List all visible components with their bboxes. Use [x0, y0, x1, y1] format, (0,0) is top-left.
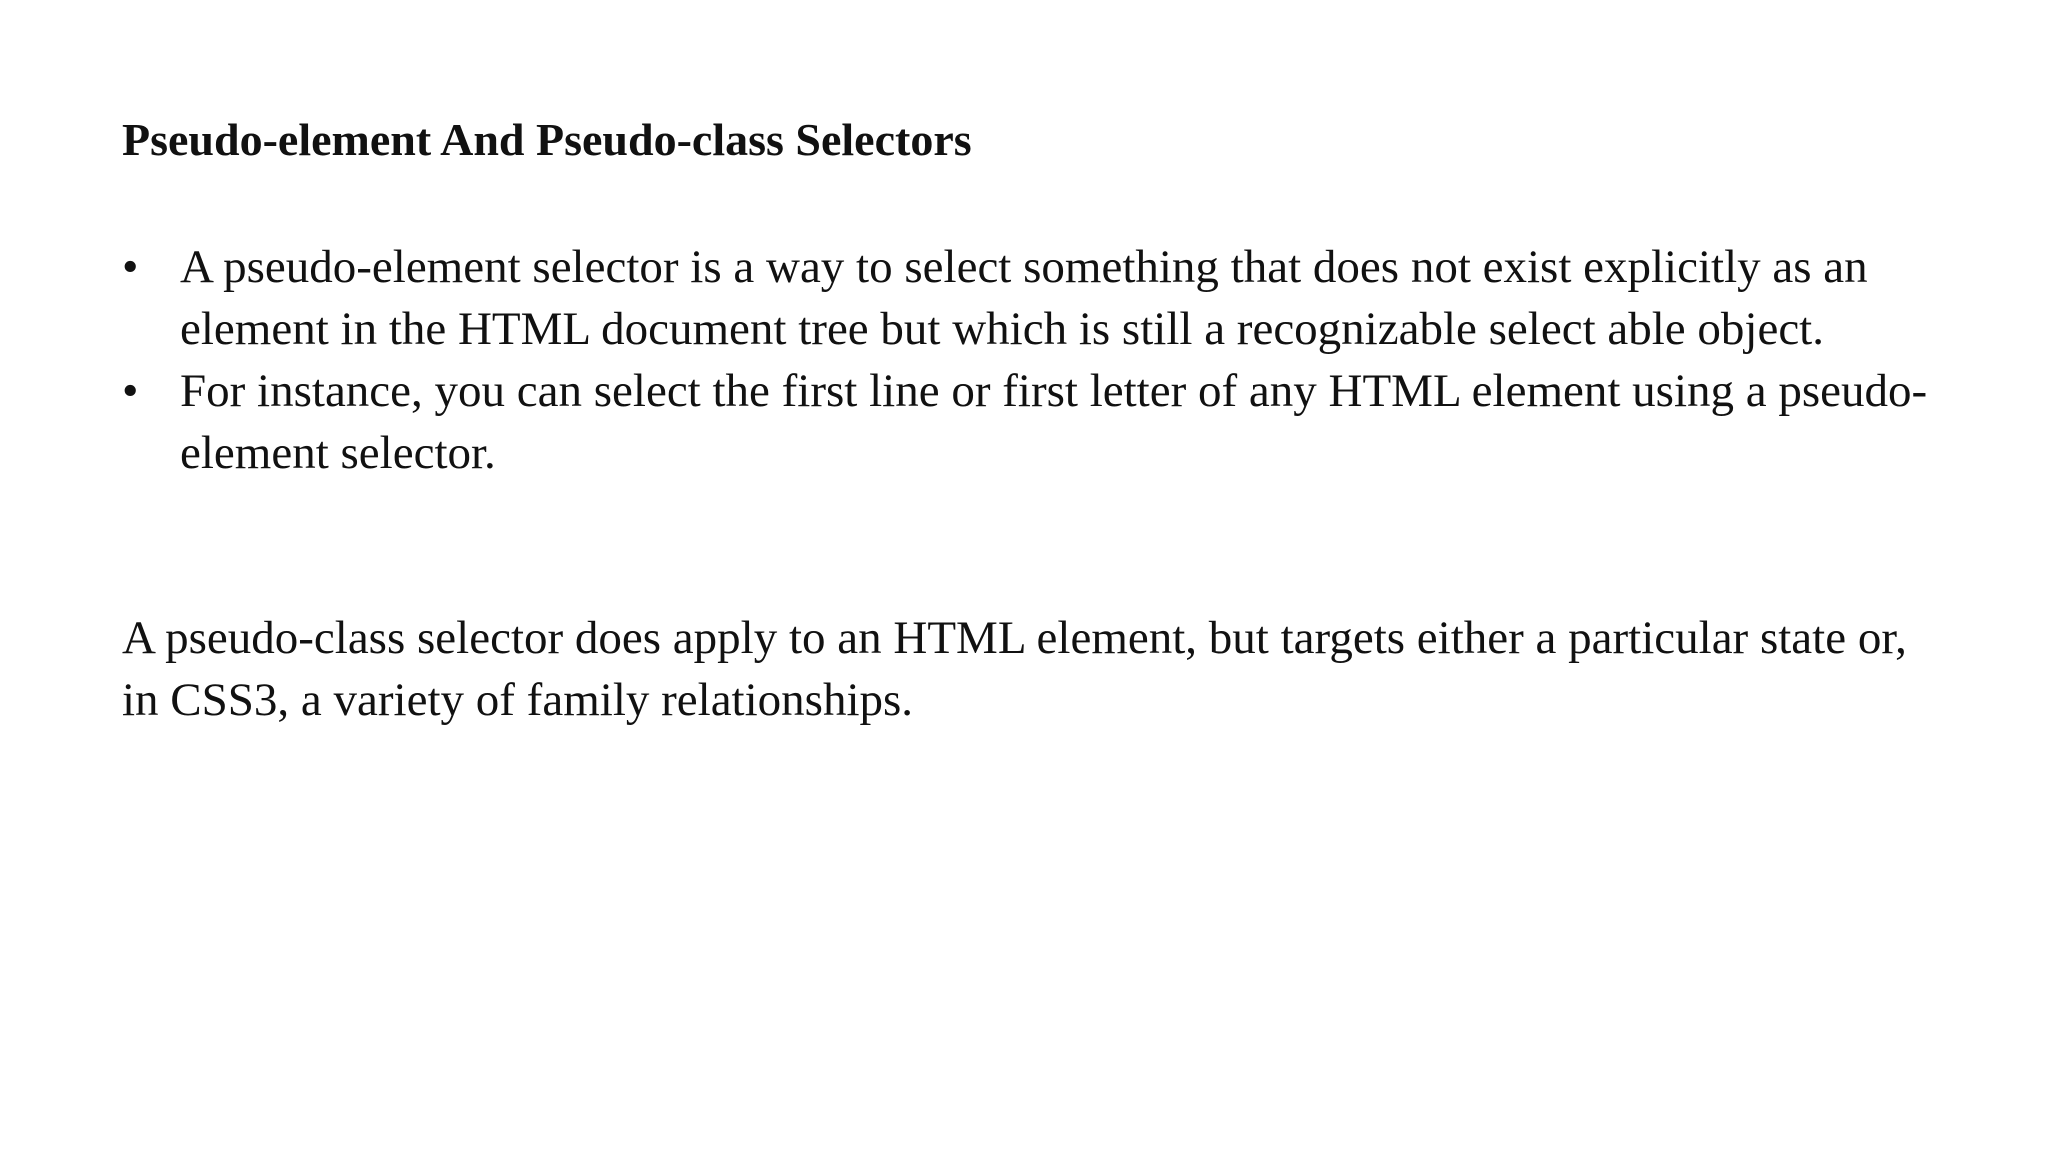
body-paragraph: A pseudo-class selector does apply to an HTML element, but targets either a particular state or, in CSS3, a variety of family relationships. [122, 612, 1907, 726]
bullet-text: For instance, you can select the first line or first letter of any HTML element using a pseudo-element selector. [180, 365, 1928, 479]
bullet-marker: • [122, 241, 139, 293]
bullet-item [122, 360, 1952, 484]
slide-title: Pseudo-element And Pseudo-class Selectors [122, 114, 972, 165]
bullet-list [122, 236, 1952, 484]
bullet-text: A pseudo-element selector is a way to select something that does not exist explicitly as an element in the HTML document tree but which is still a recognizable select able object. [180, 241, 1868, 355]
bullet-marker: • [122, 365, 139, 417]
bullet-item [122, 236, 1952, 360]
